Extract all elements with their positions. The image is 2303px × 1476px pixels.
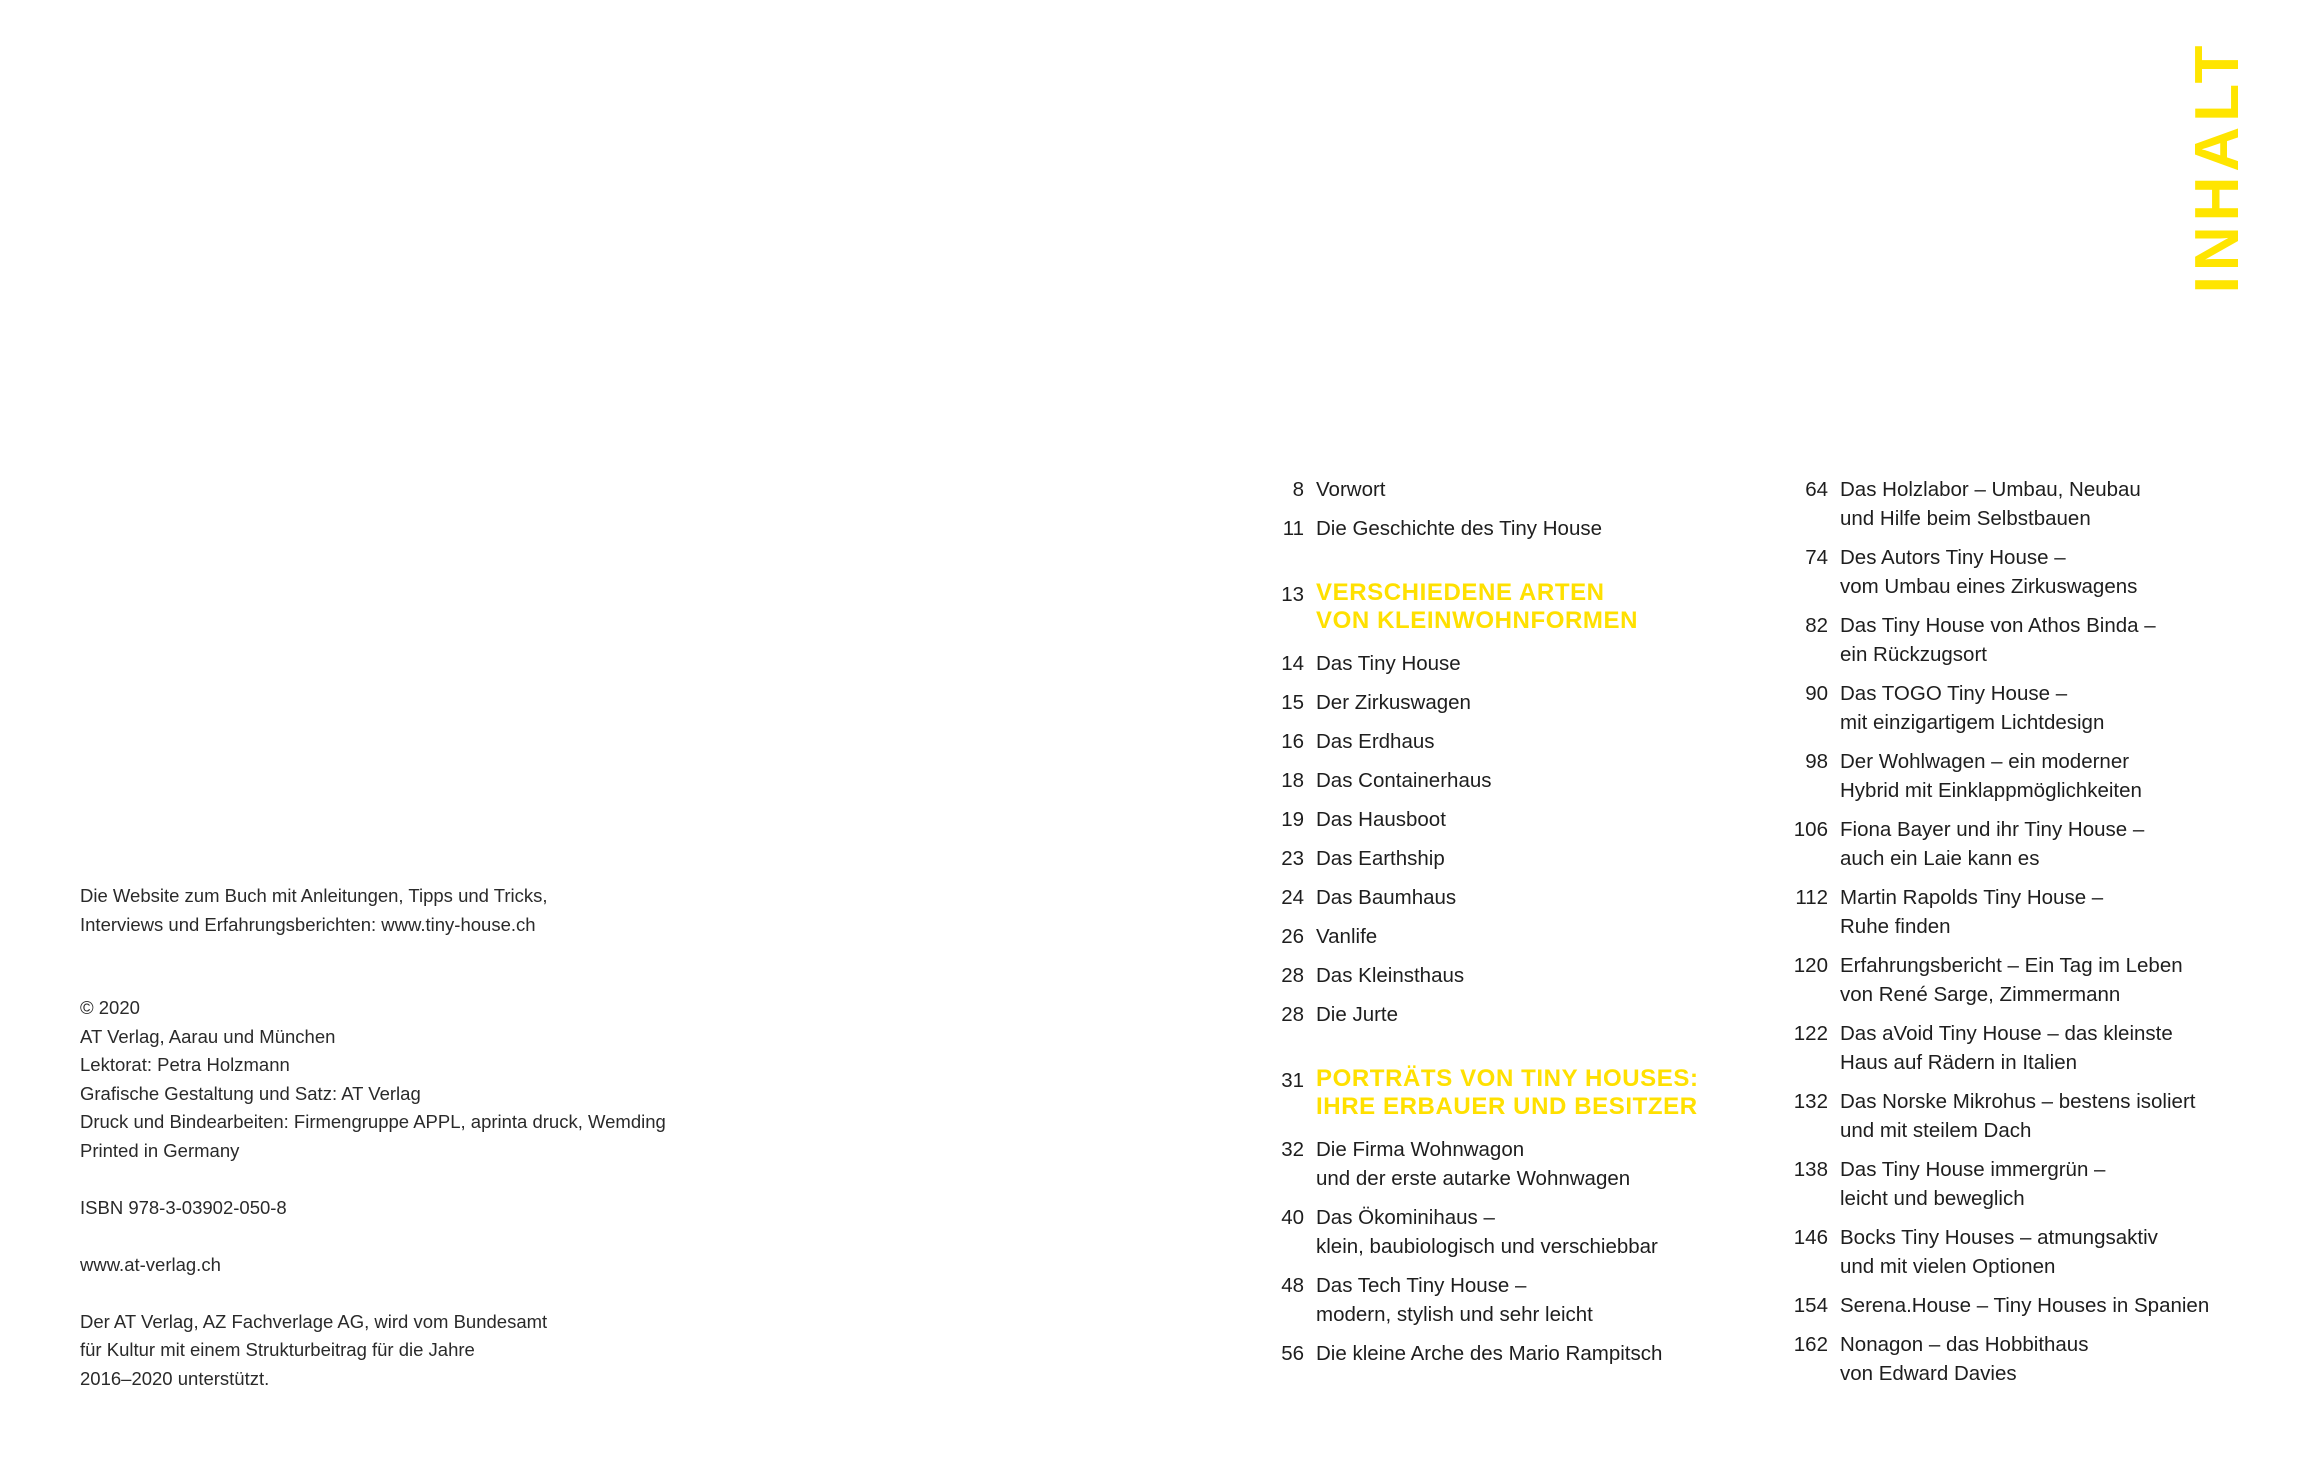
toc-page-number: 14 [1281, 652, 1304, 675]
toc-entry [1790, 1223, 2270, 1281]
toc-page-number: 90 [1805, 682, 1828, 705]
toc-page-number: 112 [1795, 886, 1828, 909]
toc-entry-title-line: Martin Rapolds Tiny House – [1840, 886, 2104, 909]
toc-column-right [1790, 475, 2270, 1388]
toc-entry-title-line: und mit vielen Optionen [1840, 1255, 2056, 1278]
toc-entry-title-line: Die Firma Wohnwagon [1316, 1138, 1525, 1161]
toc-entry-title-line: Das Ökominihaus – [1316, 1206, 1495, 1229]
toc-entry [1266, 1000, 1746, 1029]
toc-entry-title-line: ein Rückzugsort [1840, 643, 1987, 666]
toc-entry-title-line: von Edward Davies [1840, 1362, 2017, 1385]
toc-entry [1266, 1203, 1746, 1261]
toc-page-number: 32 [1281, 1138, 1304, 1161]
toc-page-number: 138 [1793, 1158, 1828, 1181]
toc-entry-title-line: Das Tech Tiny House – [1316, 1274, 1527, 1297]
publisher-url-text: www.at-verlag.ch [80, 1253, 221, 1275]
toc-entry [1790, 475, 2270, 533]
toc-entry-title-line: Fiona Bayer und ihr Tiny House – [1840, 818, 2145, 841]
toc-entry-title-line: auch ein Laie kann es [1840, 847, 2040, 870]
toc-page-number: 11 [1282, 517, 1304, 540]
toc-entry [1790, 747, 2270, 805]
toc-page-number: 16 [1281, 730, 1304, 753]
toc-page-number: 18 [1281, 769, 1304, 792]
toc-entry [1266, 883, 1746, 912]
imprint-line: Druck und Bindearbeiten: Firmengruppe APPL, aprinta druck, Wemding [80, 1111, 666, 1132]
toc-page-number: 82 [1805, 614, 1828, 637]
toc-entry-title-line: Haus auf Rädern in Italien [1840, 1051, 2078, 1074]
toc-entry [1790, 951, 2270, 1009]
copyright-line: © 2020 [80, 997, 140, 1018]
toc-page-number: 154 [1793, 1294, 1828, 1317]
toc-page-number: 13 [1281, 583, 1304, 606]
toc-entry [1266, 961, 1746, 990]
toc-entry-title-line: und mit steilem Dach [1840, 1119, 2032, 1142]
toc-entry-title-line: Das Earthship [1316, 847, 1445, 870]
imprint-line: Interviews und Erfahrungsberichten: www.tiny-house.ch [80, 913, 536, 935]
toc-entry-title-line: Hybrid mit Einklappmöglichkeiten [1840, 779, 2142, 802]
toc-section-title-line: PORTRÄTS VON TINY HOUSES: [1316, 1065, 1699, 1092]
imprint-line: 2016–2020 unterstützt. [80, 1367, 270, 1389]
imprint-line: Die Website zum Buch mit Anleitungen, Tipps und Tricks, [80, 885, 548, 906]
imprint-line: AT Verlag, Aarau und München [80, 1025, 336, 1047]
toc-section-heading [1266, 1065, 1746, 1121]
toc-entry-title-line: Das Baumhaus [1316, 886, 1457, 909]
toc-entry [1790, 1155, 2270, 1213]
funding-note [80, 1308, 840, 1394]
toc-entry [1266, 1339, 1746, 1368]
toc-entry-title-line: Nonagon – das Hobbithaus [1840, 1333, 2089, 1356]
imprint-line: Grafische Gestaltung und Satz: AT Verlag [80, 1082, 421, 1104]
toc-entry-title-line: vom Umbau eines Zirkuswagens [1840, 575, 2138, 598]
toc-page-number: 132 [1793, 1090, 1828, 1113]
toc-page-number: 28 [1281, 1003, 1304, 1026]
toc-entry [1266, 1135, 1746, 1193]
toc-entry-title-line: Die Geschichte des Tiny House [1316, 517, 1602, 540]
toc-page-number: 24 [1281, 886, 1304, 909]
toc-section-title-line: VON KLEINWOHNFORMEN [1316, 607, 1639, 634]
toc-entry-title-line: mit einzigartigem Lichtdesign [1840, 711, 2105, 734]
toc-entry [1790, 815, 2270, 873]
toc-column-left [1266, 475, 1746, 1368]
toc-entry [1790, 1330, 2270, 1388]
toc-section-title-line: VERSCHIEDENE ARTEN [1316, 579, 1605, 606]
imprint-line: Printed in Germany [80, 1139, 240, 1161]
toc-entry [1790, 1019, 2270, 1077]
toc-entry [1790, 679, 2270, 737]
toc-entry [1790, 883, 2270, 941]
toc-entry-title-line: Vanlife [1316, 925, 1378, 948]
toc-entry [1790, 543, 2270, 601]
contents-title-text: INHALT [2183, 40, 2252, 294]
toc-entry-title-line: Das Tiny House immergrün – [1840, 1158, 2106, 1181]
imprint-line: Der AT Verlag, AZ Fachverlage AG, wird vom Bundesamt [80, 1310, 548, 1332]
toc-page-number: 48 [1281, 1274, 1304, 1297]
toc-entry-title-line: Das Kleinsthaus [1316, 964, 1465, 987]
imprint-website-note [80, 882, 840, 939]
toc-page-number: 162 [1793, 1333, 1828, 1356]
toc-entry-title-line: und der erste autarke Wohnwagen [1316, 1167, 1631, 1190]
toc-section-title-line: IHRE ERBAUER UND BESITZER [1316, 1093, 1698, 1120]
toc-entry-title-line: Die Jurte [1316, 1003, 1399, 1026]
toc-page-number: 56 [1281, 1342, 1304, 1365]
toc-entry-title-line: Das Holzlabor – Umbau, Neubau [1840, 478, 2141, 501]
toc-entry-title-line: Vorwort [1316, 478, 1386, 501]
toc-entry-title-line: Das TOGO Tiny House – [1840, 682, 2068, 705]
toc-entry [1790, 1087, 2270, 1145]
toc-page-number: 106 [1793, 818, 1828, 841]
toc-entry-title-line: Der Zirkuswagen [1316, 691, 1471, 714]
imprint-publisher [80, 994, 840, 1165]
toc-entry-title-line: Das Erdhaus [1316, 730, 1435, 753]
toc-entry [1790, 1291, 2270, 1320]
toc-page-number: 19 [1281, 808, 1304, 831]
toc-entry [1266, 649, 1746, 678]
toc-entry-title-line: Das Hausboot [1316, 808, 1446, 831]
toc-entry [1266, 1271, 1746, 1329]
toc-page-number: 28 [1281, 964, 1304, 987]
toc-entry-title-line: Das aVoid Tiny House – das kleinste [1840, 1022, 2173, 1045]
imprint [80, 882, 840, 1422]
toc-page-number: 23 [1281, 847, 1304, 870]
toc-entry-title-line: Der Wohlwagen – ein moderner [1840, 750, 2130, 773]
toc-page-number: 15 [1281, 691, 1304, 714]
toc-entry-title-line: Das Norske Mikrohus – bestens isoliert [1840, 1090, 2196, 1113]
toc-page-number: 122 [1793, 1022, 1828, 1045]
toc-entry [1266, 475, 1746, 504]
toc-page-number: 98 [1805, 750, 1828, 773]
toc-entry-title-line: Das Containerhaus [1316, 769, 1492, 792]
toc-page-number: 8 [1292, 478, 1304, 501]
toc-entry-title-line: und Hilfe beim Selbstbauen [1840, 507, 2091, 530]
toc-entry [1266, 805, 1746, 834]
toc-entry [1266, 727, 1746, 756]
isbn [80, 1194, 840, 1223]
toc-entry-title-line: klein, baubiologisch und verschiebbar [1316, 1235, 1658, 1258]
toc-page-number: 64 [1805, 478, 1828, 501]
toc-entry [1266, 766, 1746, 795]
toc-page-number: 120 [1793, 954, 1828, 977]
contents-title [2183, 40, 2252, 294]
toc-page-number: 146 [1793, 1226, 1828, 1249]
toc-entry-title-line: leicht und beweglich [1840, 1187, 2025, 1210]
toc-entry [1266, 844, 1746, 873]
toc-entry [1266, 922, 1746, 951]
toc-entry [1790, 611, 2270, 669]
isbn-text: ISBN 978-3-03902-050-8 [80, 1196, 287, 1218]
toc-page-number: 40 [1281, 1206, 1304, 1229]
toc-page-number: 26 [1281, 925, 1304, 948]
toc-entry-title-line: modern, stylish und sehr leicht [1316, 1303, 1593, 1326]
imprint-line: Lektorat: Petra Holzmann [80, 1054, 290, 1075]
toc-section-heading [1266, 579, 1746, 635]
toc-entry [1266, 688, 1746, 717]
toc-entry-title-line: Ruhe finden [1840, 915, 1951, 938]
publisher-url [80, 1251, 840, 1280]
imprint-line: für Kultur mit einem Strukturbeitrag für die Jahre [80, 1339, 475, 1360]
toc-entry-title-line: Bocks Tiny Houses – atmungsaktiv [1840, 1226, 2158, 1249]
toc-entry-title-line: Das Tiny House [1316, 652, 1461, 675]
toc-page-number: 74 [1805, 546, 1828, 569]
toc-entry [1266, 514, 1746, 543]
toc-entry-title-line: Des Autors Tiny House – [1840, 546, 2066, 569]
toc-entry-title-line: Erfahrungsbericht – Ein Tag im Leben [1840, 954, 2183, 977]
toc-entry-title-line: von René Sarge, Zimmermann [1840, 983, 2121, 1006]
toc-page-number: 31 [1281, 1069, 1304, 1092]
toc-entry-title-line: Die kleine Arche des Mario Rampitsch [1316, 1342, 1663, 1365]
toc-entry-title-line: Das Tiny House von Athos Binda – [1840, 614, 2156, 637]
toc-entry-title-line: Serena.House – Tiny Houses in Spanien [1840, 1294, 2210, 1317]
